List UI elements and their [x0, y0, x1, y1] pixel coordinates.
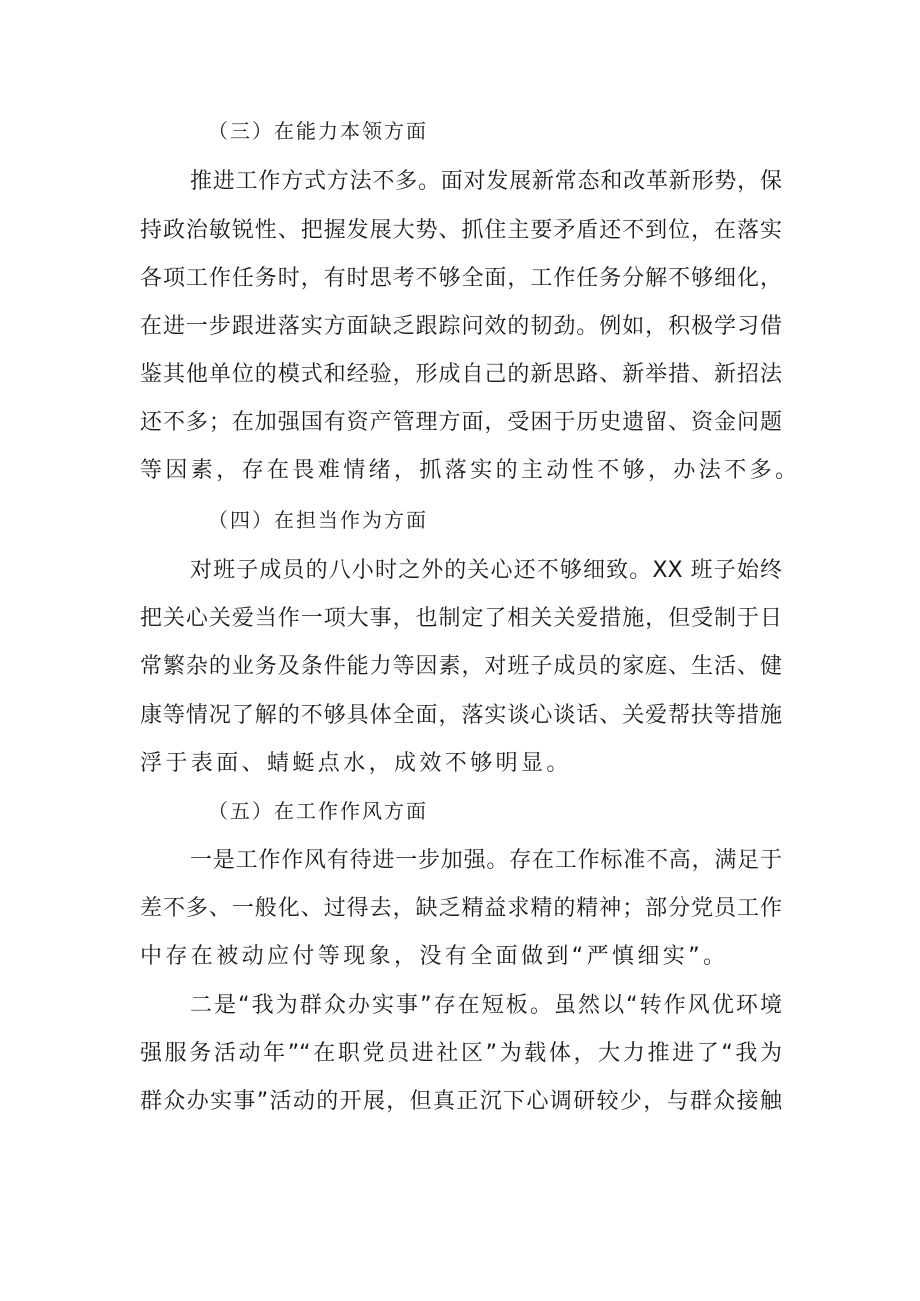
paragraph-line: 推进工作方式方法不多。面对发展新常态和改革新形势，保 — [190, 169, 782, 194]
section-heading-3: （三）在能力本领方面 — [208, 119, 428, 143]
paragraph-line: 差不多、一般化、过得去，缺乏精益求精的精神；部分党员工作 — [140, 896, 782, 921]
section-heading-5: （五）在工作作风方面 — [208, 799, 428, 823]
paragraph-line: 各项工作任务时，有时思考不够全面，工作任务分解不够细化， — [140, 266, 782, 291]
paragraph-line: 等因素，存在畏难情绪，抓落实的主动性不够，办法不多。 — [140, 458, 801, 483]
paragraph-line: 二是“我为群众办实事”存在短板。虽然以“转作风优环境 — [190, 993, 782, 1018]
paragraph-line: 还不多；在加强国有资产管理方面，受困于历史遗留、资金问题 — [140, 410, 782, 435]
paragraph-line: 常繁杂的业务及条件能力等因素，对班子成员的家庭、生活、健 — [140, 654, 782, 679]
section-heading-4: （四）在担当作为方面 — [208, 508, 428, 532]
paragraph-line: 在进一步跟进落实方面缺乏跟踪问效的韧劲。例如，积极学习借 — [140, 314, 782, 339]
paragraph-line: 对班子成员的八小时之外的关心还不够细致。XX 班子始终 — [190, 558, 782, 583]
paragraph-line: 持政治敏锐性、把握发展大势、抓住主要矛盾还不到位，在落实 — [140, 218, 782, 243]
paragraph-line: 浮于表面、蜻蜓点水，成效不够明显。 — [140, 751, 572, 776]
paragraph-line: 中存在被动应付等现象，没有全面做到“严慎细实”。 — [140, 944, 729, 969]
paragraph-line: 一是工作作风有待进一步加强。存在工作标准不高，满足于 — [190, 848, 782, 873]
paragraph-line: 强服务活动年”“在职党员进社区”为载体，大力推进了“我为 — [140, 1041, 782, 1066]
paragraph-line: 群众办实事”活动的开展，但真正沉下心调研较少，与群众接触 — [140, 1089, 782, 1114]
paragraph-line: 康等情况了解的不够具体全面，落实谈心谈话、关爱帮扶等措施 — [140, 703, 782, 728]
paragraph-line: 鉴其他单位的模式和经验，形成自己的新思路、新举措、新招法 — [140, 362, 782, 387]
paragraph-line: 把关心关爱当作一项大事，也制定了相关关爱措施，但受制于日 — [140, 606, 782, 631]
